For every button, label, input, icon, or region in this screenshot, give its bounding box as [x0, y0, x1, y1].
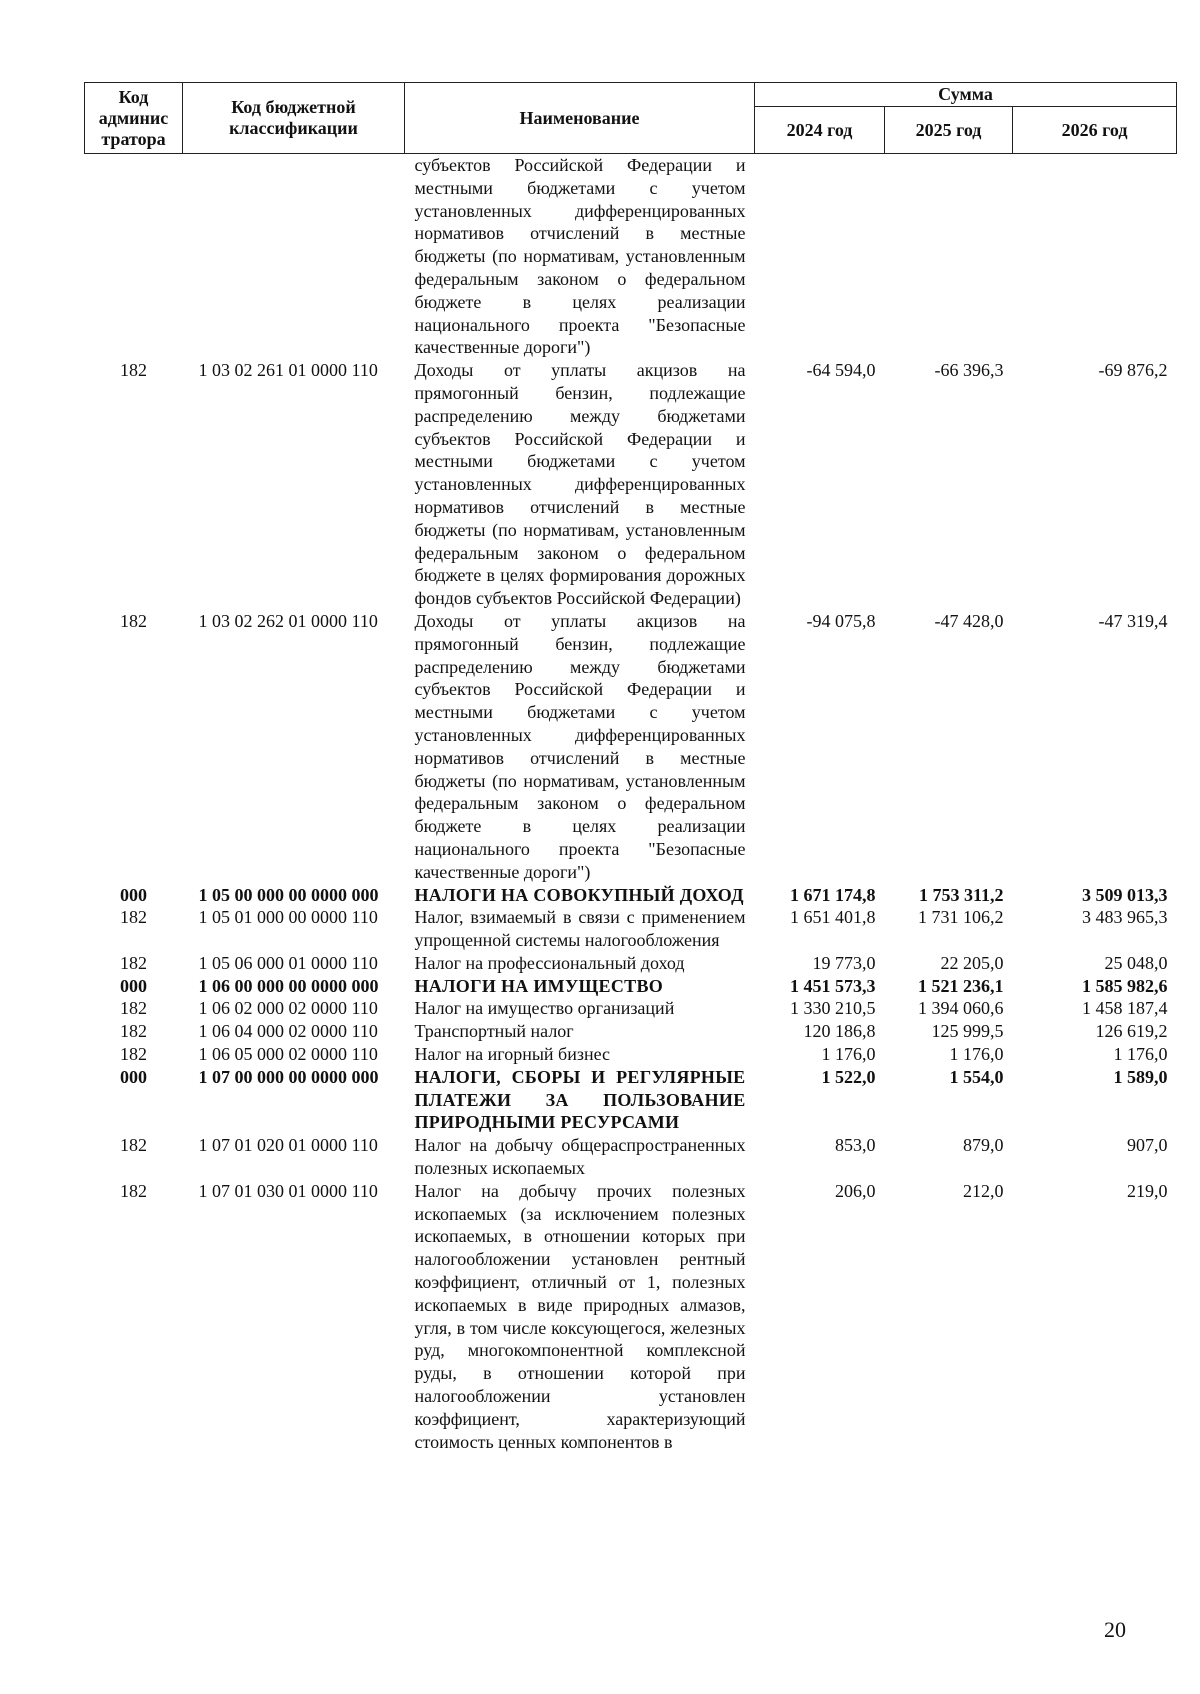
table-body — [85, 154, 1177, 1454]
header-name: Наименование — [405, 83, 755, 154]
name-cell: субъектов Российской Федерации и местными бюджетами с учетом установленных дифференцированных нормативов отчислений в местные бюджеты (по нормативам, установленным федеральным законом о федеральном бюджете в целях реализации национального проекта "Безопасные качественные дороги") — [414, 155, 746, 358]
amount-2025-cell: 1 554,0 — [949, 1066, 1004, 1087]
table-row — [85, 1020, 1177, 1043]
budget-revenue-table — [84, 82, 1177, 1453]
budget-code-cell: 1 05 06 000 01 0000 110 — [198, 952, 378, 973]
page-number: 20 — [1104, 1617, 1126, 1642]
amount-2026-cell: 3 483 965,3 — [1082, 907, 1168, 928]
header-budget-code: Код бюджетной классификации — [183, 83, 405, 154]
amount-2024-cell: -94 075,8 — [806, 610, 876, 631]
admin-code-cell: 182 — [120, 907, 147, 928]
name-cell: НАЛОГИ НА ИМУЩЕСТВО — [414, 975, 664, 996]
amount-2025-cell: 1 731 106,2 — [918, 907, 1004, 928]
budget-code-cell — [183, 154, 405, 360]
amount-2024-cell: 206,0 — [835, 1180, 876, 1201]
table-row — [85, 884, 1177, 907]
header-admin-code: Код админис тратора — [85, 83, 183, 154]
admin-code-cell: 000 — [120, 975, 147, 996]
budget-code-cell: 1 06 04 000 02 0000 110 — [198, 1021, 378, 1042]
admin-code-cell: 182 — [120, 610, 147, 631]
name-cell: НАЛОГИ, СБОРЫ И РЕГУЛЯРНЫЕ ПЛАТЕЖИ ЗА ПОЛЬЗОВАНИЕ ПРИРОДНЫМИ РЕСУРСАМИ — [414, 1066, 746, 1133]
name-cell: Налог на добычу общераспространенных полезных ископаемых — [414, 1135, 746, 1179]
amount-2025-cell: 879,0 — [963, 1135, 1004, 1156]
amount-2026-cell — [1013, 154, 1177, 360]
name-cell: Налог, взимаемый в связи с применением упрощенной системы налогообложения — [414, 907, 746, 951]
table-row — [85, 997, 1177, 1020]
admin-code-cell — [85, 154, 183, 360]
name-cell: Доходы от уплаты акцизов на прямогонный бензин, подлежащие распределению между бюджетами субъектов Российской Федерации и местными бюджетами с учетом установленных дифференцированных нормативов отчислений в местные бюджеты (по нормативам, установленным федеральным законом о федеральном бюджете в целях формирования дорожных фондов субъектов Российской Федерации) — [414, 360, 746, 609]
admin-code-cell: 182 — [120, 1044, 147, 1065]
amount-2026-cell: 1 589,0 — [1113, 1066, 1168, 1087]
name-cell: Налог на добычу прочих полезных ископаемых (за исключением полезных ископаемых, в отношении которых при налогообложении установлен рентный коэффициент, отличный от 1, полезных ископаемых в виде природных алмазов, угля, в том числе коксующегося, железных руд, многокомпонентной комплексной руды, в отношении которой при налогообложении установлен коэффициент, характеризующий стоимость ценных компонентов в — [414, 1180, 746, 1452]
table-row — [85, 952, 1177, 975]
table-header — [85, 83, 1177, 154]
table-row — [85, 1043, 1177, 1066]
table-row — [85, 359, 1177, 610]
table-row — [85, 975, 1177, 998]
name-cell: Доходы от уплаты акцизов на прямогонный бензин, подлежащие распределению между бюджетами субъектов Российской Федерации и местными бюджетами с учетом установленных дифференцированных нормативов отчислений в местные бюджеты (по нормативам, установленным федеральным законом о федеральном бюджете в целях реализации национального проекта "Безопасные качественные дороги") — [414, 610, 746, 882]
header-year-2025: 2025 год — [885, 107, 1013, 154]
amount-2024-cell: 1 671 174,8 — [790, 884, 876, 905]
admin-code-cell: 182 — [120, 360, 147, 381]
amount-2025-cell: 1 521 236,1 — [918, 975, 1004, 996]
amount-2026-cell: 1 458 187,4 — [1082, 998, 1168, 1019]
admin-code-cell: 000 — [120, 884, 147, 905]
amount-2025-cell: 22 205,0 — [940, 952, 1004, 973]
budget-code-cell: 1 07 00 000 00 0000 000 — [198, 1066, 379, 1087]
name-cell: Налог на профессиональный доход — [414, 952, 685, 973]
header-year-2024: 2024 год — [755, 107, 885, 154]
amount-2026-cell: 907,0 — [1127, 1135, 1168, 1156]
amount-2025-cell: -47 428,0 — [934, 610, 1004, 631]
budget-code-cell: 1 06 00 000 00 0000 000 — [198, 975, 379, 996]
name-cell: Налог на игорный бизнес — [414, 1044, 611, 1065]
amount-2024-cell: -64 594,0 — [806, 360, 876, 381]
name-cell: Налог на имущество организаций — [414, 998, 675, 1019]
amount-2026-cell: 126 619,2 — [1095, 1021, 1168, 1042]
amount-2024-cell: 1 330 210,5 — [790, 998, 876, 1019]
budget-code-cell: 1 05 00 000 00 0000 000 — [198, 884, 379, 905]
budget-code-cell: 1 03 02 262 01 0000 110 — [198, 610, 378, 631]
budget-code-cell: 1 07 01 030 01 0000 110 — [198, 1180, 378, 1201]
amount-2026-cell: -69 876,2 — [1098, 360, 1168, 381]
table-row — [85, 906, 1177, 952]
amount-2026-cell: 219,0 — [1127, 1180, 1168, 1201]
amount-2024-cell: 19 773,0 — [812, 952, 876, 973]
amount-2026-cell: 1 585 982,6 — [1082, 975, 1168, 996]
amount-2025-cell — [885, 154, 1013, 360]
amount-2025-cell: 1 753 311,2 — [918, 884, 1004, 905]
table-row — [85, 154, 1177, 360]
table-row — [85, 610, 1177, 884]
budget-code-cell: 1 05 01 000 00 0000 110 — [198, 907, 378, 928]
amount-2026-cell: 25 048,0 — [1104, 952, 1168, 973]
amount-2025-cell: 1 176,0 — [949, 1044, 1004, 1065]
amount-2025-cell: 125 999,5 — [931, 1021, 1004, 1042]
budget-code-cell: 1 06 05 000 02 0000 110 — [198, 1044, 378, 1065]
amount-2025-cell: 1 394 060,6 — [918, 998, 1004, 1019]
admin-code-cell: 182 — [120, 998, 147, 1019]
admin-code-cell: 182 — [120, 1180, 147, 1201]
amount-2024-cell: 120 186,8 — [803, 1021, 876, 1042]
amount-2024-cell: 1 176,0 — [821, 1044, 876, 1065]
name-cell: Транспортный налог — [414, 1021, 574, 1042]
table-row — [85, 1066, 1177, 1134]
admin-code-cell: 000 — [120, 1066, 147, 1087]
amount-2024-cell: 1 651 401,8 — [790, 907, 876, 928]
admin-code-cell: 182 — [120, 1021, 147, 1042]
budget-table-page — [84, 82, 1176, 1453]
amount-2024-cell — [755, 154, 885, 360]
amount-2026-cell: 1 176,0 — [1113, 1044, 1168, 1065]
amount-2024-cell: 853,0 — [835, 1135, 876, 1156]
header-year-2026: 2026 год — [1013, 107, 1177, 154]
budget-code-cell: 1 06 02 000 02 0000 110 — [198, 998, 378, 1019]
admin-code-cell: 182 — [120, 1135, 147, 1156]
amount-2025-cell: 212,0 — [963, 1180, 1004, 1201]
amount-2025-cell: -66 396,3 — [934, 360, 1004, 381]
budget-code-cell: 1 03 02 261 01 0000 110 — [198, 360, 378, 381]
name-cell: НАЛОГИ НА СОВОКУПНЫЙ ДОХОД — [414, 884, 744, 905]
amount-2026-cell: -47 319,4 — [1098, 610, 1168, 631]
header-sum: Сумма — [755, 83, 1177, 107]
admin-code-cell: 182 — [120, 952, 147, 973]
table-row — [85, 1134, 1177, 1180]
amount-2026-cell: 3 509 013,3 — [1082, 884, 1168, 905]
amount-2024-cell: 1 451 573,3 — [790, 975, 876, 996]
table-row — [85, 1180, 1177, 1454]
budget-code-cell: 1 07 01 020 01 0000 110 — [198, 1135, 378, 1156]
amount-2024-cell: 1 522,0 — [821, 1066, 876, 1087]
